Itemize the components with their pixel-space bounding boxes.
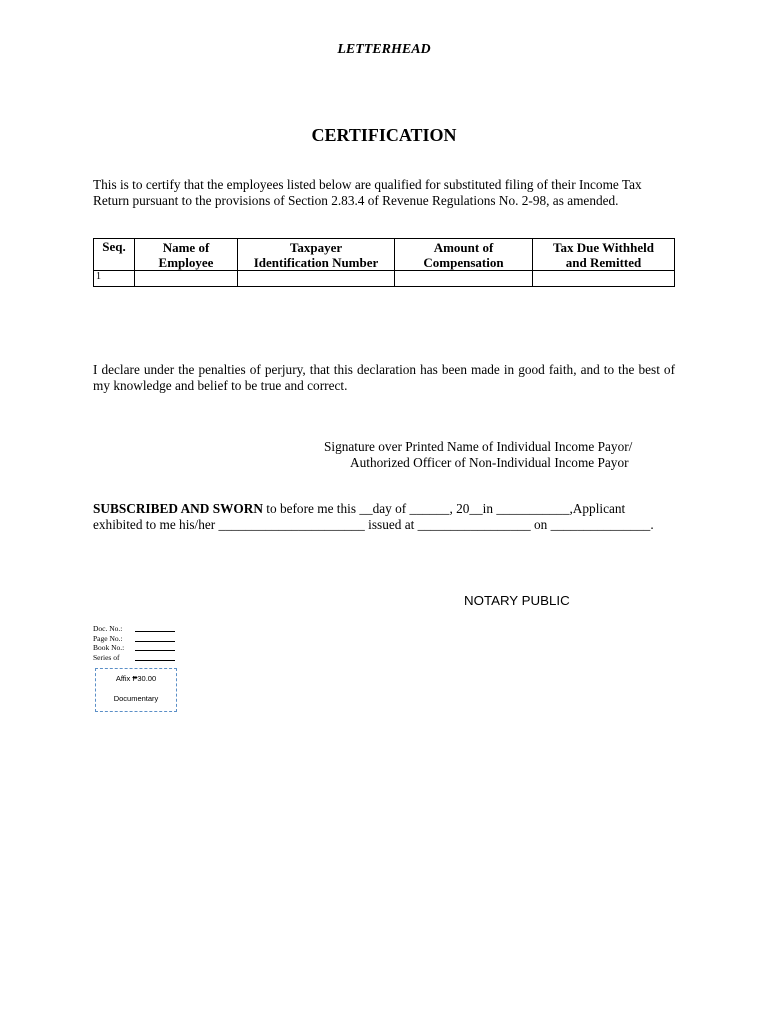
signature-caption-line-2: Authorized Officer of Non-Individual Income Payor — [350, 455, 629, 470]
book-number-blank[interactable] — [135, 643, 175, 651]
doc-number-row — [93, 624, 175, 634]
doc-number-blank[interactable] — [135, 624, 175, 632]
document-title: CERTIFICATION — [311, 125, 457, 145]
header-line: Compensation — [423, 254, 504, 270]
doc-number-label: Doc. No.: — [93, 624, 123, 633]
jurat-heading: SUBSCRIBED AND SWORN — [93, 501, 263, 516]
employee-table — [93, 238, 675, 287]
table-cell-tax-due[interactable] — [533, 271, 675, 287]
notarial-register — [93, 624, 175, 662]
header-employee-name — [135, 239, 238, 271]
series-blank[interactable] — [135, 653, 175, 661]
certification-intro: This is to certify that the employees listed below are qualified for substituted filing of their Income Tax Return pursuant to the provisions of Section 2.83.4 of Revenue Regulations No. 2-98, as amended. — [93, 177, 642, 208]
series-row — [93, 653, 175, 663]
header-tax-due — [533, 239, 675, 271]
header-line: Employee — [158, 254, 214, 270]
header-line: Taxpayer — [289, 239, 343, 255]
page-number-row — [93, 634, 175, 644]
header-line: Name of — [162, 239, 210, 255]
book-number-row — [93, 643, 175, 653]
header-line: Tax Due Withheld — [553, 239, 654, 255]
stamp-line-2: Documentary — [113, 694, 159, 703]
header-line: Identification Number — [253, 254, 379, 270]
series-label: Series of — [93, 652, 120, 662]
page-number-label: Page No.: — [93, 633, 123, 643]
page-number-blank[interactable] — [135, 634, 175, 642]
letterhead: LETTERHEAD — [337, 42, 431, 57]
jurat-paragraph — [93, 501, 675, 533]
header-tin — [238, 239, 395, 271]
header-line: Amount of — [433, 239, 494, 255]
header-seq — [94, 239, 135, 271]
header-line: and Remitted — [565, 254, 642, 270]
book-number-label: Book No.: — [93, 643, 125, 652]
jurat-text: to before me this __day of ______, 20__in ___________,Applicant exhibited to me his/her ______________________ issued at _________________ on _______________. — [93, 501, 654, 532]
signature-caption-line-1: Signature over Printed Name of Individual Income Payor/ — [324, 439, 633, 454]
perjury-declaration: I declare under the penalties of perjury, that this declaration has been made in good faith, and to the best of my knowledge and belief to be true and correct. — [93, 362, 675, 393]
table-cell-seq: 1 — [94, 271, 135, 287]
documentary-stamp-box — [95, 668, 177, 712]
table-row — [94, 271, 675, 287]
table-cell-compensation[interactable] — [395, 271, 533, 287]
table-cell-name[interactable] — [135, 271, 238, 287]
stamp-line-1: Affix ₱30.00 — [115, 674, 157, 683]
header-seq-label: Seq. — [102, 239, 126, 254]
table-cell-tin[interactable] — [238, 271, 395, 287]
table-header-row — [94, 239, 675, 271]
header-compensation — [395, 239, 533, 271]
notary-public-label: NOTARY PUBLIC — [464, 593, 570, 608]
